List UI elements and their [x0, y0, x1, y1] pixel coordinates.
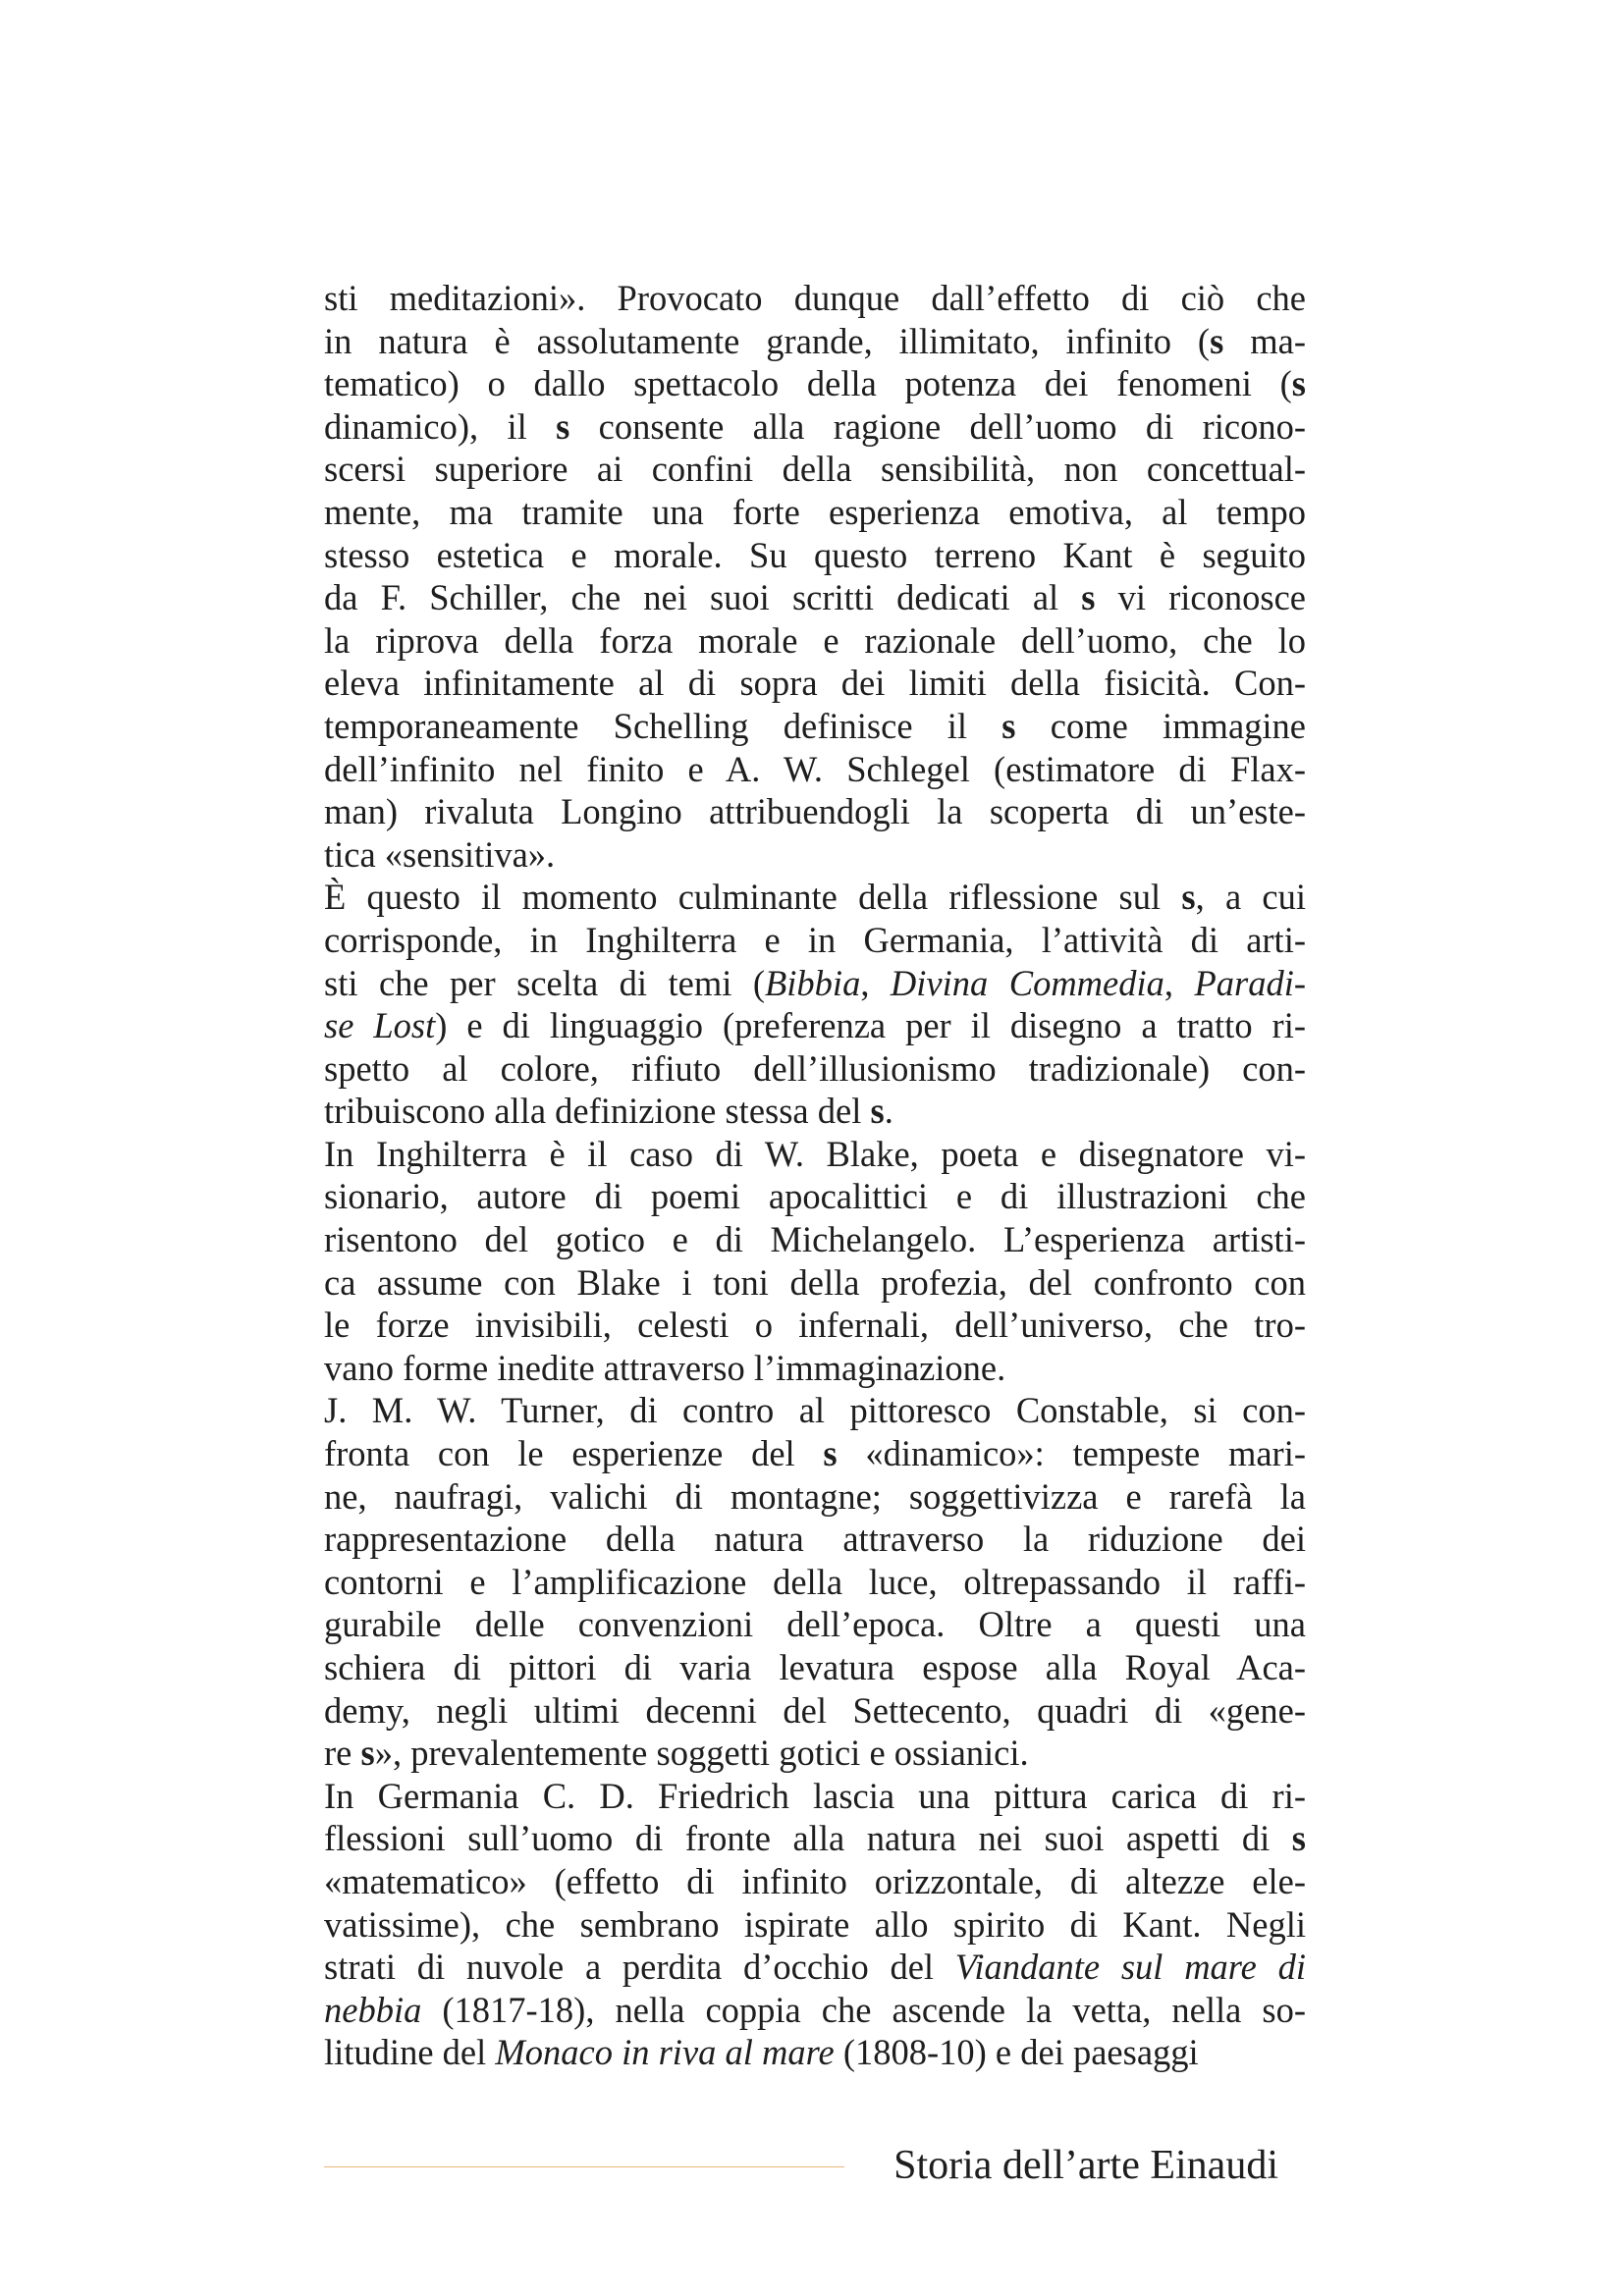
text-run: da F. Schiller, che nei suoi scritti dedicati al	[324, 577, 1082, 618]
text-line	[324, 1347, 1306, 1390]
paragraph	[324, 1389, 1306, 1774]
text-run: «matematico» (effetto di infinito orizzontale, di altezze ele-	[324, 1860, 1306, 1901]
text-run: (1817-18), nella coppia che ascende la vetta, nella so-	[421, 1989, 1306, 2030]
text-line	[324, 833, 1306, 877]
text-line	[324, 1304, 1306, 1347]
text-run: vano forme inedite attraverso l’immaginazione.	[324, 1347, 1006, 1388]
text-line	[324, 277, 1306, 320]
text-run: È questo il momento culminante della riflessione sul	[324, 877, 1182, 918]
italic-title: Divina Commedia	[890, 962, 1164, 1003]
text-run: come immagine	[1015, 705, 1306, 746]
body-text	[324, 277, 1306, 2074]
text-run: ne, naufragi, valichi di montagne; soggettivizza e rarefà la	[324, 1475, 1306, 1517]
text-run: (1808-10) e dei paesaggi	[834, 2032, 1199, 2073]
text-run: dinamico), il	[324, 405, 557, 447]
text-run: fronta con le esperienze del	[324, 1433, 824, 1474]
text-line	[324, 1989, 1306, 2032]
text-run: risentono del gotico e di Michelangelo. L’esperienza artisti-	[324, 1219, 1306, 1260]
text-run: ,	[1163, 962, 1195, 1003]
italic-title: Paradi-	[1194, 962, 1307, 1003]
text-run: re	[324, 1733, 361, 1774]
text-run: eleva infinitamente al di sopra dei limiti della fisicità. Con-	[324, 663, 1306, 704]
text-line	[324, 1689, 1306, 1733]
text-run: gurabile delle convenzioni dell’epoca. Oltre a questi una	[324, 1604, 1306, 1645]
bold-term: s	[1181, 877, 1196, 918]
text-run: man) rivaluta Longino attribuendogli la scoperta di un’este-	[324, 791, 1306, 832]
text-line	[324, 1946, 1306, 1989]
text-line	[324, 576, 1306, 619]
text-line	[324, 1775, 1306, 1818]
bold-term: s	[1291, 363, 1306, 404]
text-run: spetto al colore, rifiuto dell’illusionismo tradizionale) con-	[324, 1047, 1306, 1089]
text-line	[324, 705, 1306, 748]
text-run: flessioni sull’uomo di fronte alla natura nei suoi aspetti di	[324, 1818, 1292, 1859]
paragraph	[324, 1775, 1306, 2074]
bold-term: s	[1001, 705, 1016, 746]
text-run: temporaneamente Schelling definisce il	[324, 705, 1002, 746]
paragraph	[324, 277, 1306, 876]
text-line	[324, 1732, 1306, 1775]
italic-title: nebbia	[324, 1989, 422, 2030]
text-line	[324, 1603, 1306, 1646]
text-run: ,	[860, 962, 891, 1003]
text-line	[324, 748, 1306, 791]
text-run: litudine del	[324, 2032, 496, 2073]
text-run: rappresentazione della natura attraverso la riduzione dei	[324, 1519, 1306, 1560]
text-line	[324, 1561, 1306, 1604]
text-line	[324, 320, 1306, 363]
text-run: sionario, autore di poemi apocalittici e di illustrazioni che	[324, 1176, 1306, 1217]
text-line	[324, 448, 1306, 491]
text-run: contorni e l’amplificazione della luce, oltrepassando il raffi-	[324, 1561, 1306, 1602]
text-line	[324, 1860, 1306, 1903]
text-run: scersi superiore ai confini della sensibilità, non concettual-	[324, 449, 1306, 490]
text-line	[324, 662, 1306, 705]
text-line	[324, 1903, 1306, 1947]
text-line	[324, 1218, 1306, 1261]
italic-title: Monaco in riva al mare	[495, 2032, 835, 2073]
footer-title: Storia dell’arte Einaudi	[893, 2143, 1278, 2188]
text-line	[324, 491, 1306, 534]
text-line	[324, 1047, 1306, 1091]
bold-term: s	[1291, 1818, 1306, 1859]
text-line	[324, 2031, 1306, 2074]
text-run: dell’infinito nel finito e A. W. Schlegel (estimatore di Flax-	[324, 748, 1306, 789]
text-run: mente, ma tramite una forte esperienza emotiva, al tempo	[324, 491, 1306, 532]
text-run: ca assume con Blake i toni della profezia, del confronto con	[324, 1261, 1306, 1303]
text-line	[324, 1004, 1306, 1047]
text-run: J. M. W. Turner, di contro al pittoresco Constable, si con-	[324, 1390, 1306, 1431]
text-run: le forze invisibili, celesti o infernali, dell’universo, che tro-	[324, 1305, 1306, 1346]
text-run: .	[884, 1091, 893, 1132]
text-run: consente alla ragione dell’uomo di ricono-	[569, 405, 1306, 447]
text-run: «dinamico»: tempeste mari-	[837, 1433, 1306, 1474]
text-run: In Inghilterra è il caso di W. Blake, poeta e disegnatore vi-	[324, 1133, 1306, 1174]
paragraph	[324, 1133, 1306, 1390]
text-run: », prevalentemente soggetti gotici e ossianici.	[374, 1733, 1029, 1774]
bold-term: s	[870, 1091, 885, 1132]
text-run: ma-	[1223, 320, 1306, 361]
text-line	[324, 1646, 1306, 1689]
text-line	[324, 919, 1306, 962]
text-line	[324, 962, 1306, 1005]
bold-term: s	[1081, 577, 1096, 618]
text-run: strati di nuvole a perdita d’occhio del	[324, 1947, 955, 1988]
text-line	[324, 1090, 1306, 1133]
text-run: la riprova della forza morale e razionale dell’uomo, che lo	[324, 619, 1306, 661]
text-run: in natura è assolutamente grande, illimitato, infinito (	[324, 320, 1211, 361]
text-run: corrisponde, in Inghilterra e in Germania, l’attività di arti-	[324, 919, 1306, 960]
bold-term: s	[556, 405, 570, 447]
text-line	[324, 362, 1306, 405]
bold-term: s	[1210, 320, 1224, 361]
text-run: ) e di linguaggio (preferenza per il disegno a tratto ri-	[435, 1005, 1306, 1046]
italic-title: Viandante sul mare di	[954, 1947, 1306, 1988]
text-run: , a cui	[1195, 877, 1307, 918]
italic-title: Bibbia	[765, 962, 861, 1003]
italic-title: se Lost	[324, 1005, 436, 1046]
text-line	[324, 1133, 1306, 1176]
text-line	[324, 1175, 1306, 1218]
text-run: vi riconosce	[1095, 577, 1306, 618]
text-run: tematico) o dallo spettacolo della potenza dei fenomeni (	[324, 363, 1292, 404]
text-run: schiera di pittori di varia levatura espose alla Royal Aca-	[324, 1647, 1306, 1687]
text-line	[324, 1518, 1306, 1561]
text-run: sti meditazioni». Provocato dunque dall’effetto di ciò che	[324, 278, 1306, 318]
text-line	[324, 790, 1306, 833]
text-run: demy, negli ultimi decenni del Settecento, quadri di «gene-	[324, 1689, 1306, 1731]
text-run: sti che per scelta di temi (	[324, 962, 765, 1003]
text-run: tribuiscono alla definizione stessa del	[324, 1091, 871, 1132]
text-line	[324, 876, 1306, 919]
bold-term: s	[823, 1433, 838, 1474]
text-line	[324, 1389, 1306, 1432]
bold-term: s	[360, 1733, 375, 1774]
text-line	[324, 1432, 1306, 1475]
text-run: In Germania C. D. Friedrich lascia una pittura carica di ri-	[324, 1775, 1306, 1816]
text-run: tica «sensitiva».	[324, 833, 556, 875]
text-line	[324, 405, 1306, 449]
text-line	[324, 1261, 1306, 1305]
text-line	[324, 1817, 1306, 1860]
footer-rule	[324, 2166, 844, 2167]
text-line	[324, 1475, 1306, 1519]
text-line	[324, 619, 1306, 663]
text-run: stesso estetica e morale. Su questo terreno Kant è seguito	[324, 534, 1306, 575]
text-line	[324, 534, 1306, 577]
paragraph	[324, 876, 1306, 1133]
text-run: vatissime), che sembrano ispirate allo spirito di Kant. Negli	[324, 1903, 1306, 1945]
